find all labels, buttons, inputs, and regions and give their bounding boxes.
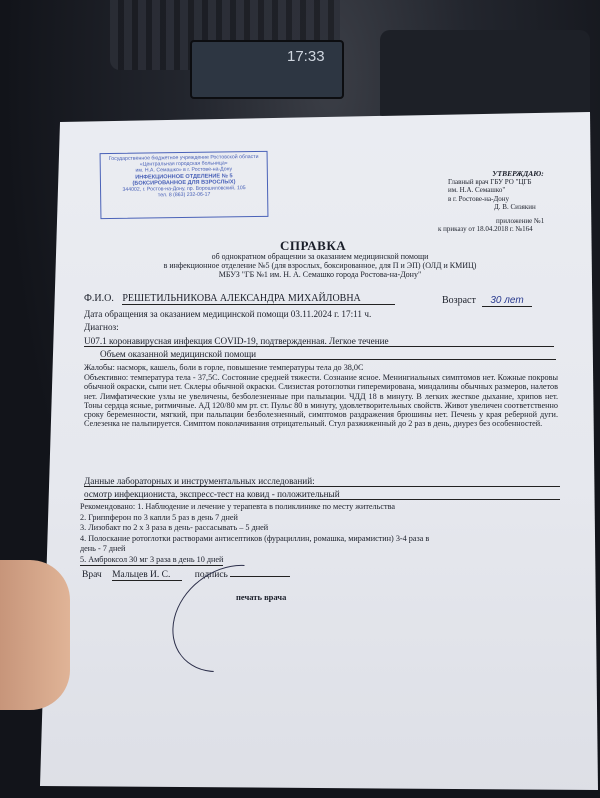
diagnosis-label: Диагноз: [84,322,119,332]
dashboard-panel [380,30,590,125]
approval-line: Главный врач ГБУ РО "ЦГБ [448,178,532,187]
dashboard-screen [190,40,344,99]
recommendation-item: Рекомендовано: 1. Наблюдение и лечение у терапевта в поликлинике по месту жительства [80,502,395,511]
appendix-label: приложение №1 [496,217,545,226]
recommendation-item: 3. Лизобакт по 2 х 3 раза в день- рассасывать – 5 дней [80,523,269,532]
stamp-line: 344002, г. Ростов-на-Дону, пр. Ворошиловский, 105 [122,185,246,193]
approval-signer: Д. В. Сизякин [494,202,536,211]
objective-findings: Объективно: температура тела - 37,5С. Состояние средней тяжести. Сознание ясное. Менингиальных симптомов нет. Кожные покровы обычной окраски, сыпи нет. Склеры обычной окраски. Слизистая ротоглотки гиперемирована, миндалины обычных размеров, налетов нет. Лимфатические узлы не увеличены, безболезненные при пальпации. ЧДД 18 в минуту. В легких жесткое дыхание, хрипов нет. Тоны сердца ясные, ритмичные. АД 120/80 мм рт. ст. Пульс 80 в минуту, удовлетворительных свойств. Живот увеличен соответственно сроку беременности, мягкий, при пальпации безболезненный, симптомов раздражения брюшины нет. Печень у края реберной дуги. Селезенка не пальпируется. Симптом поколачивания отрицательный. Стул разжиженный до 2 раз в день, диурез без особенностей. [84,373,558,429]
recommendation-item: 4. Полоскание ротоглотки растворами антисептиков (фурациллин, ромашка, мирамистин) 3-4 раза в [80,533,430,543]
hospital-stamp [100,151,269,219]
holding-hand [0,560,70,710]
approval-title: УТВЕРЖДАЮ: [492,169,544,178]
seal-label: печать врача [236,592,287,602]
stamp-line: им. Н.А. Семашко» в г. Ростове-на-Дону [135,166,233,175]
recommendation-item: 2. Гриппферон по 3 капли 5 раз в день 7 дней [80,512,238,522]
fio-label: Ф.И.О. [84,293,114,304]
approval-line: в г. Ростове-на-Дону [448,194,510,203]
recommendations-list [80,502,564,566]
recommendation-item: 5. Амброксол 30 мг 3 раза в день 10 дней [80,555,223,567]
doctor-name: Мальцев И. С. [112,570,182,581]
signature-label: подпись [194,570,228,580]
document-title: СПРАВКА [280,238,347,253]
age-value: 30 лет [482,295,531,307]
approval-line: им. Н.А. Семашко" [448,186,506,195]
appendix-order: к приказу от 18.04.2018 г. №164 [438,225,533,234]
doctor-label: Врач [82,570,102,580]
document-subtitle [110,252,530,279]
subtitle-line: в инфекционное отделение №5 (для взрослых, боксированное, для П и ЭП) (ОЛД и КМИЦ) [163,261,477,270]
lab-label: Данные лабораторных и инструментальных исследований: [84,476,560,487]
patient-name-row [84,293,395,304]
fio-value: РЕШЕТИЛЬНИКОВА АЛЕКСАНДРА МИХАЙЛОВНА [122,293,394,305]
approval-block [438,169,588,234]
stamp-line: (БОКСИРОВАННОЕ ДЛЯ ВЗРОСЛЫХ) [132,179,236,187]
visit-date: Дата обращения за оказанием медицинской помощи 03.11.2024 г. 17:11 ч. [84,309,372,319]
stamp-line: ИНФЕКЦИОННОЕ ОТДЕЛЕНИЕ № 5 [135,172,233,181]
recommendation-item: день - 7 дней [80,544,126,553]
age-label: Возраст [442,295,476,306]
stamp-line: Государственное бюджетное учреждение Ростовской области [108,153,259,163]
stamp-line: тел. 8 (863) 232-06-17 [157,191,211,199]
complaints-text: Жалобы: насморк, кашель, боли в горле, повышение температуры тела до 38,0С [84,363,364,372]
diagnosis-value: U07.1 коронавирусная инфекция COVID-19, подтвержденная. Легкое течение [84,336,554,347]
subtitle-line: МБУЗ "ГБ №1 им. Н. А. Семашко города Ростова-на-Дону" [218,270,422,279]
subtitle-line: об однократном обращении за оказанием медицинской помощи [211,252,429,261]
stamp-line: «Центральная городская больница» [139,160,228,168]
volume-label: Объем оказанной медицинской помощи [100,349,556,360]
lab-value: осмотр инфекциониста, экспресс-тест на ковид - положительный [84,489,560,500]
screen-clock: 17:33 [287,48,325,65]
age-row [442,295,532,306]
